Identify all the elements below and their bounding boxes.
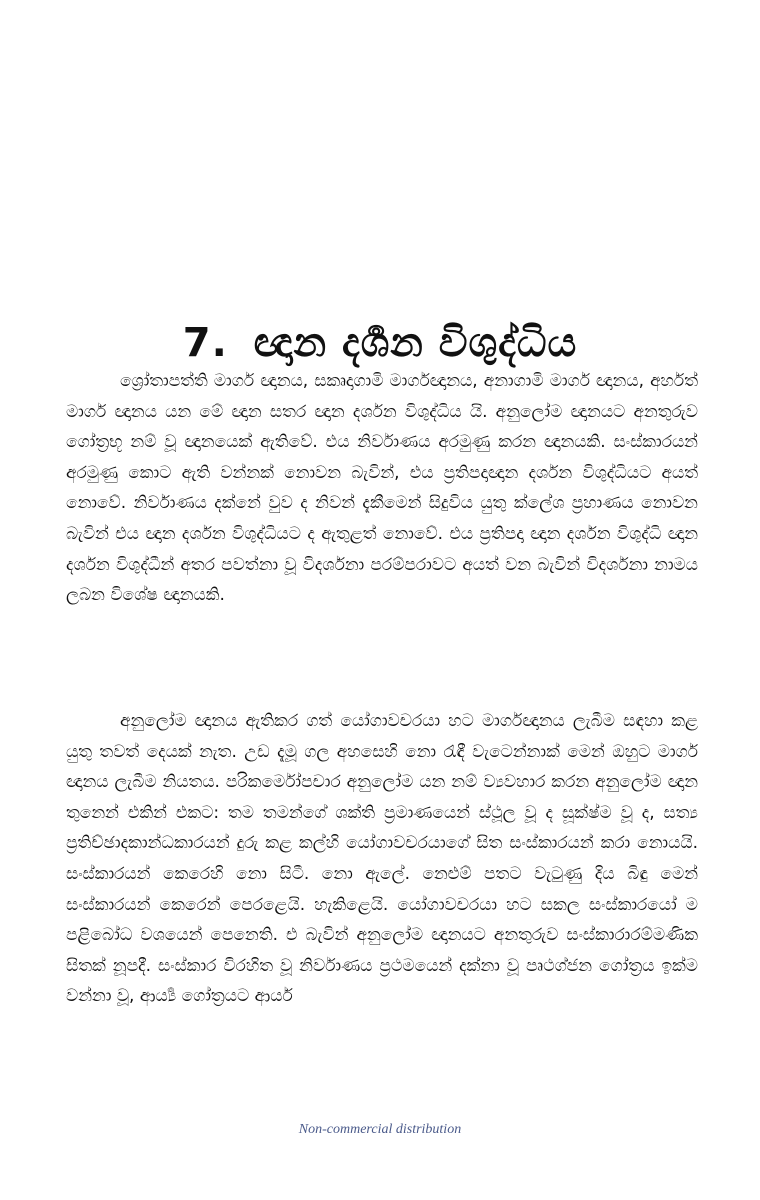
chapter-title: ඥාන දර්‍ශන විශුද්ධිය [253, 319, 578, 366]
chapter-number: 7. [182, 319, 228, 366]
chapter-heading [0, 315, 760, 371]
paragraph-1: ශ්‍රෝතාපත්ති මාර්ග ඥානය, සකෘදාගාමි මාර්ගඥානය, අනාගාමි මාර්ග ඥානය, අර්හත් මාර්ග ඥානය යන මේ ඥාන සතර ඥාන දර්ශන විශුද්ධිය යි. අනුලෝම ඥානයට අනතුරුව ගෝත්‍රභූ නම් වූ ඥානයෙක් ඇතිවේ. එය නිර්වාණය අරමුණු කරන ඥානයකි. සංස්කාරයන් අරමුණු කොට ඇති වන්නක් නොවන බැවින්, එය ප්‍රතිපදාඥාන දර්ශන විශුද්ධියට අයත් නොවේ. නිර්වාණය දක්නේ වුව ද නිවන් දැකීමෙන් සිදුවිය යුතු ක්ලේශ ප්‍රහාණය නොවන බැවින් එය ඥාන දර්ශන විශුද්ධියට ද ඇතුළත් නොවේ. එය ප්‍රතිපදා ඥාන දර්ශන විශුද්ධි ඥාන දර්ශන විශුද්ධීන් අතර පවත්නා වූ විදර්ශනා පරම්පරාවට අයත් වන බැවින් විදර්ශනා නාමය ලබන විශේෂ ඥානයකි. [66, 371, 698, 606]
footer-note: Non-commercial distribution [298, 1122, 462, 1137]
paragraph-2: අනුලෝම ඥානය ඇතිකර ගත් යෝගාවචරයා හට මාර්ගඥානය ලැබීම සඳහා කළ යුතු තවත් දෙයක් නැත. උඩ දැමූ ගල අහසෙහි නො රැඳී වැටෙන්නාක් මෙන් ඔහුට මාර්ග ඥානය ලැබීම නියතය. පරිකර්මෝපචාර අනුලෝම යන නම් ව්‍යවහාර කරන අනුලෝම ඥාන තුනෙන් එකින් එකට: තම තමන්ගේ ශක්ති ප්‍රමාණයෙන් ස්ථූල වූ ද සූක්ෂ්ම වූ ද, සත්‍ය ප්‍රතිච්ඡාදකාන්ධකාරයන් දුරු කළ කල්හි යෝගාවචරයාගේ සිත සංස්කාරයන් කරා නොයයි. සංස්කාරයන් කෙරෙහි නො සිටී. නො ඇලේ. නෙළුම් පතට වැටුණු දිය බිඳු මෙන් සංස්කාරයන් කෙරෙන් පෙරළෙයි. හැකිළෙයි. යෝගාවචරයා හට සකල සංස්කාරයෝ ම පළිබෝධ වශයෙන් පෙනෙති. එ බැවින් අනුලෝම ඥානයට අනතුරුව සංස්කාරාරම්මණික සිතක් නූපදී. සංස්කාර විරහිත වූ නිර්වාණය ප්‍රථමයෙන් දක්නා වූ පෘථග්ජන ගෝත්‍රය ඉක්ම වන්නා වූ, ආර්‍ය්‍ය ගෝත්‍රයට ආර්ය [66, 711, 698, 1007]
